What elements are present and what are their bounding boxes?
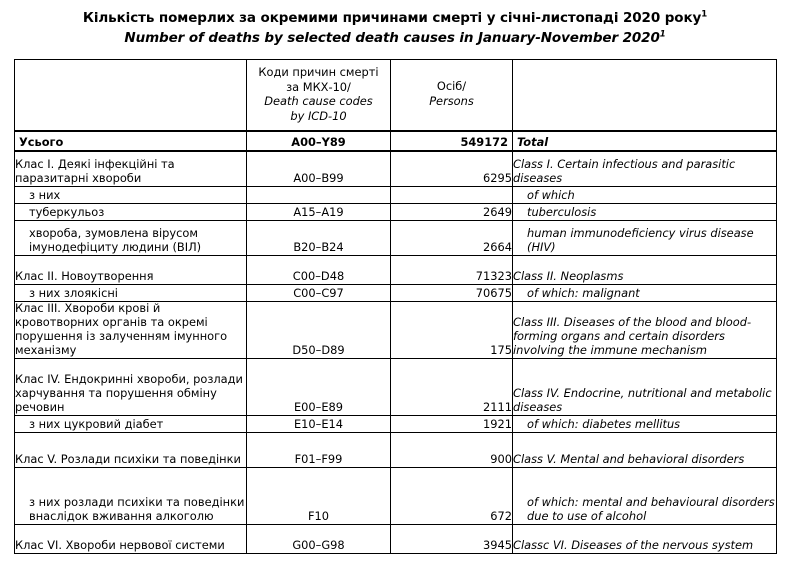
cell-english-name: Total [513, 131, 777, 151]
cell-english-name: Classc VI. Diseases of the nervous system [513, 525, 777, 554]
cell-persons-count: 71323 [391, 256, 513, 285]
cell-icd-code: A15–A19 [247, 204, 391, 221]
header-icd-code-ua-line2: за МКХ-10/ [286, 79, 351, 94]
cell-icd-code: A00–B99 [247, 151, 391, 187]
cell-english-name: of which: malignant [513, 285, 777, 302]
cell-english-name: Class IV. Endocrine, nutritional and metabolic diseases [513, 359, 777, 416]
cell-icd-code: D50–D89 [247, 302, 391, 359]
page-title-ukrainian-text: Кількість померлих за окремими причинами смерті у січні-листопаді 2020 року [82, 10, 702, 26]
table-row [15, 221, 777, 256]
cell-cause-name: з них цукровий діабет [15, 416, 247, 433]
header-icd-code-ua-line1: Коди причин смерті [258, 65, 379, 79]
cell-cause-name: Клас I. Деякі інфекційні та паразитарні хвороби [15, 151, 247, 187]
cell-cause-name: хвороба, зумовлена вірусом імунодефіциту людини (ВІЛ) [15, 221, 247, 256]
cell-icd-code: F01–F99 [247, 433, 391, 468]
cell-icd-code: F10 [247, 468, 391, 525]
header-cell-persons [391, 60, 513, 132]
table-row [15, 204, 777, 221]
cell-icd-code: G00–G98 [247, 525, 391, 554]
cell-english-name: Class I. Certain infectious and parasitic diseases [513, 151, 777, 187]
table-row [15, 468, 777, 525]
cell-icd-code: E10–E14 [247, 416, 391, 433]
cell-icd-code: E00–E89 [247, 359, 391, 416]
header-cell-english-name [513, 60, 777, 132]
cell-english-name: human immunodeficiency virus disease (HIV) [513, 221, 777, 256]
table-row [15, 433, 777, 468]
cell-english-name: of which [513, 187, 777, 204]
table-row [15, 416, 777, 433]
title-block [0, 0, 790, 47]
cell-icd-code: B20–B24 [247, 221, 391, 256]
cell-english-name: Class III. Diseases of the blood and blood-forming organs and certain disorders involving the immune mechanism [513, 302, 777, 359]
table-header-row [15, 60, 777, 132]
cell-english-name: Class V. Mental and behavioral disorders [513, 433, 777, 468]
cell-persons-count: 1921 [391, 416, 513, 433]
cell-cause-name: з них злоякісні [15, 285, 247, 302]
header-persons-ua: Осіб/ [436, 79, 467, 93]
cell-persons-count: 2664 [391, 221, 513, 256]
table-row [15, 187, 777, 204]
cell-persons-count: 6295 [391, 151, 513, 187]
cell-cause-name: Клас III. Хвороби крові й кровотворних органів та окремі порушення із залученням імунного механізму [15, 302, 247, 359]
table-row [15, 302, 777, 359]
page-title-english-text: Number of deaths by selected death causes in January-November 2020 [124, 30, 660, 47]
cell-persons-count: 70675 [391, 285, 513, 302]
deaths-by-cause-table [14, 59, 777, 554]
cell-cause-name: Клас IV. Ендокринні хвороби, розлади харчування та порушення обміну речовин [15, 359, 247, 416]
cell-cause-name: Клас VI. Хвороби нервової системи [15, 525, 247, 554]
cell-cause-name: з них [15, 187, 247, 204]
cell-cause-name: Клас V. Розлади психіки та поведінки [15, 433, 247, 468]
header-persons-en: Persons [429, 93, 474, 108]
header-icd-code-en-line1: Death cause codes [264, 94, 373, 109]
table-row [15, 525, 777, 554]
page-title-ukrainian [0, 9, 790, 27]
page-title-english [0, 29, 790, 47]
table-row-total [15, 131, 777, 151]
cell-cause-name: з них розлади психіки та поведінки внаслідок вживання алкоголю [15, 468, 247, 525]
cell-persons-count: 549172 [391, 131, 513, 151]
cell-cause-name: туберкульоз [15, 204, 247, 221]
cell-cause-name: Усього [15, 131, 247, 151]
cell-icd-code: A00–Y89 [247, 131, 391, 151]
cell-persons-count: 900 [391, 433, 513, 468]
cell-english-name: tuberculosis [513, 204, 777, 221]
cell-persons-count: 175 [391, 302, 513, 359]
header-cell-icd-code [247, 60, 391, 132]
cell-persons-count [391, 187, 513, 204]
cell-persons-count: 672 [391, 468, 513, 525]
cell-persons-count: 2111 [391, 359, 513, 416]
header-cell-cause-name [15, 60, 247, 132]
table-row [15, 285, 777, 302]
cell-icd-code [247, 187, 391, 204]
cell-persons-count: 3945 [391, 525, 513, 554]
table-row [15, 151, 777, 187]
cell-icd-code: C00–C97 [247, 285, 391, 302]
cell-english-name: Class II. Neoplasms [513, 256, 777, 285]
cell-cause-name: Клас II. Новоутворення [15, 256, 247, 285]
page-title-ukrainian-footnote-marker: 1 [701, 9, 708, 20]
cell-icd-code: C00–D48 [247, 256, 391, 285]
cell-persons-count: 2649 [391, 204, 513, 221]
header-icd-code-en-line2: by ICD-10 [290, 108, 347, 123]
cell-english-name: of which: mental and behavioural disorders due to use of alcohol [513, 468, 777, 525]
table-row [15, 359, 777, 416]
deaths-table-wrapper [14, 59, 776, 554]
page-title-english-footnote-marker: 1 [659, 29, 666, 40]
table-row [15, 256, 777, 285]
cell-english-name: of which: diabetes mellitus [513, 416, 777, 433]
